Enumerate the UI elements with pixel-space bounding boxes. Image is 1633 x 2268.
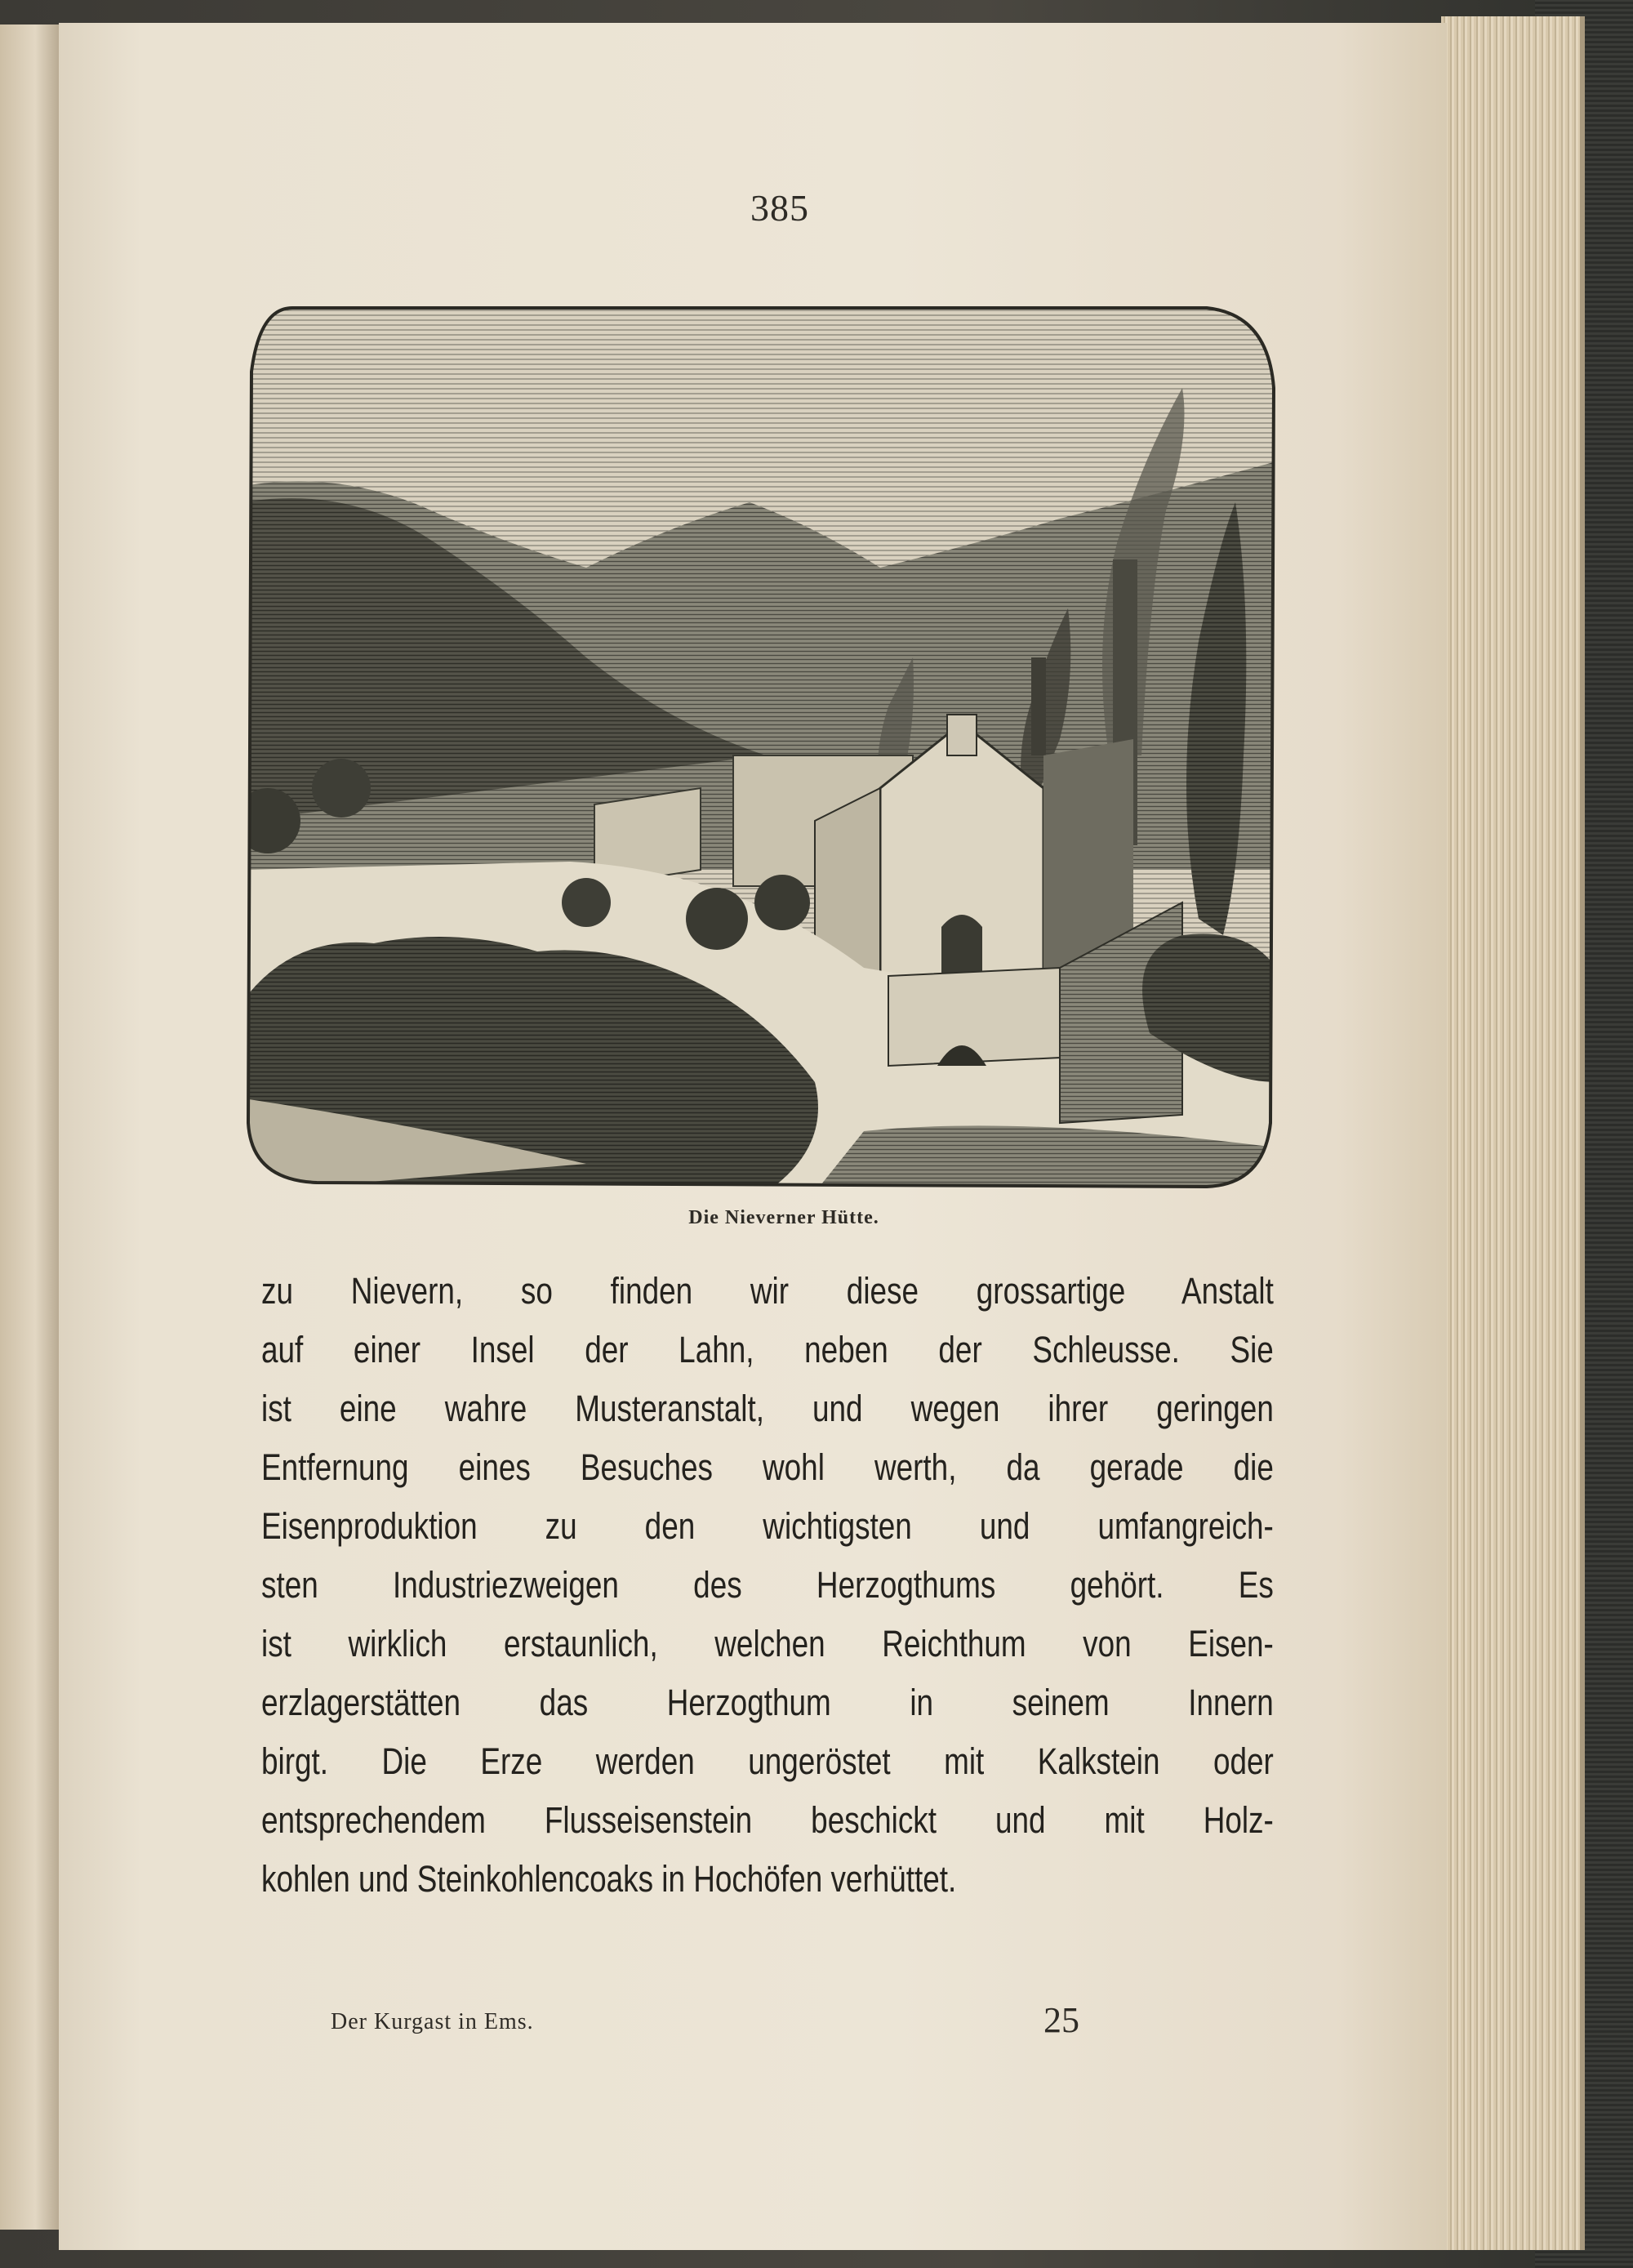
body-line: ist eine wahre Musteranstalt, und wegen ihrer geringen <box>261 1388 1274 1429</box>
body-line: sten Industriezweigen des Herzogthums gehört. Es <box>261 1564 1274 1606</box>
facing-page-edge <box>0 25 59 2230</box>
footer-sheet-number: 25 <box>1043 2000 1079 2040</box>
body-line: Entfernung eines Besuches wohl werth, da gerade die <box>261 1446 1274 1488</box>
body-line: kohlen und Steinkohlencoaks in Hochöfen verhüttet. <box>261 1858 957 1900</box>
body-line: auf einer Insel der Lahn, neben der Schleusse. Sie <box>261 1329 1274 1370</box>
body-line: entsprechendem Flusseisenstein beschickt und mit Holz- <box>261 1799 1274 1841</box>
body-line: Eisenproduktion zu den wichtigsten und umfangreich- <box>261 1505 1274 1547</box>
body-line: erzlagerstätten das Herzogthum in seinem Innern <box>261 1682 1274 1723</box>
page-edges <box>1441 16 1585 2250</box>
footer-signature: Der Kurgast in Ems. <box>331 2009 534 2034</box>
body-line: birgt. Die Erze werden ungeröstet mit Kalkstein oder <box>261 1740 1274 1782</box>
body-line: zu Nievern, so finden wir diese grossartige Anstalt <box>261 1270 1274 1312</box>
body-line: ist wirklich erstaunlich, welchen Reichthum von Eisen- <box>261 1623 1274 1664</box>
page-number: 385 <box>750 187 809 229</box>
figure-caption: Die Nieverner Hütte. <box>688 1207 879 1228</box>
engraving-illustration <box>243 298 1276 1192</box>
